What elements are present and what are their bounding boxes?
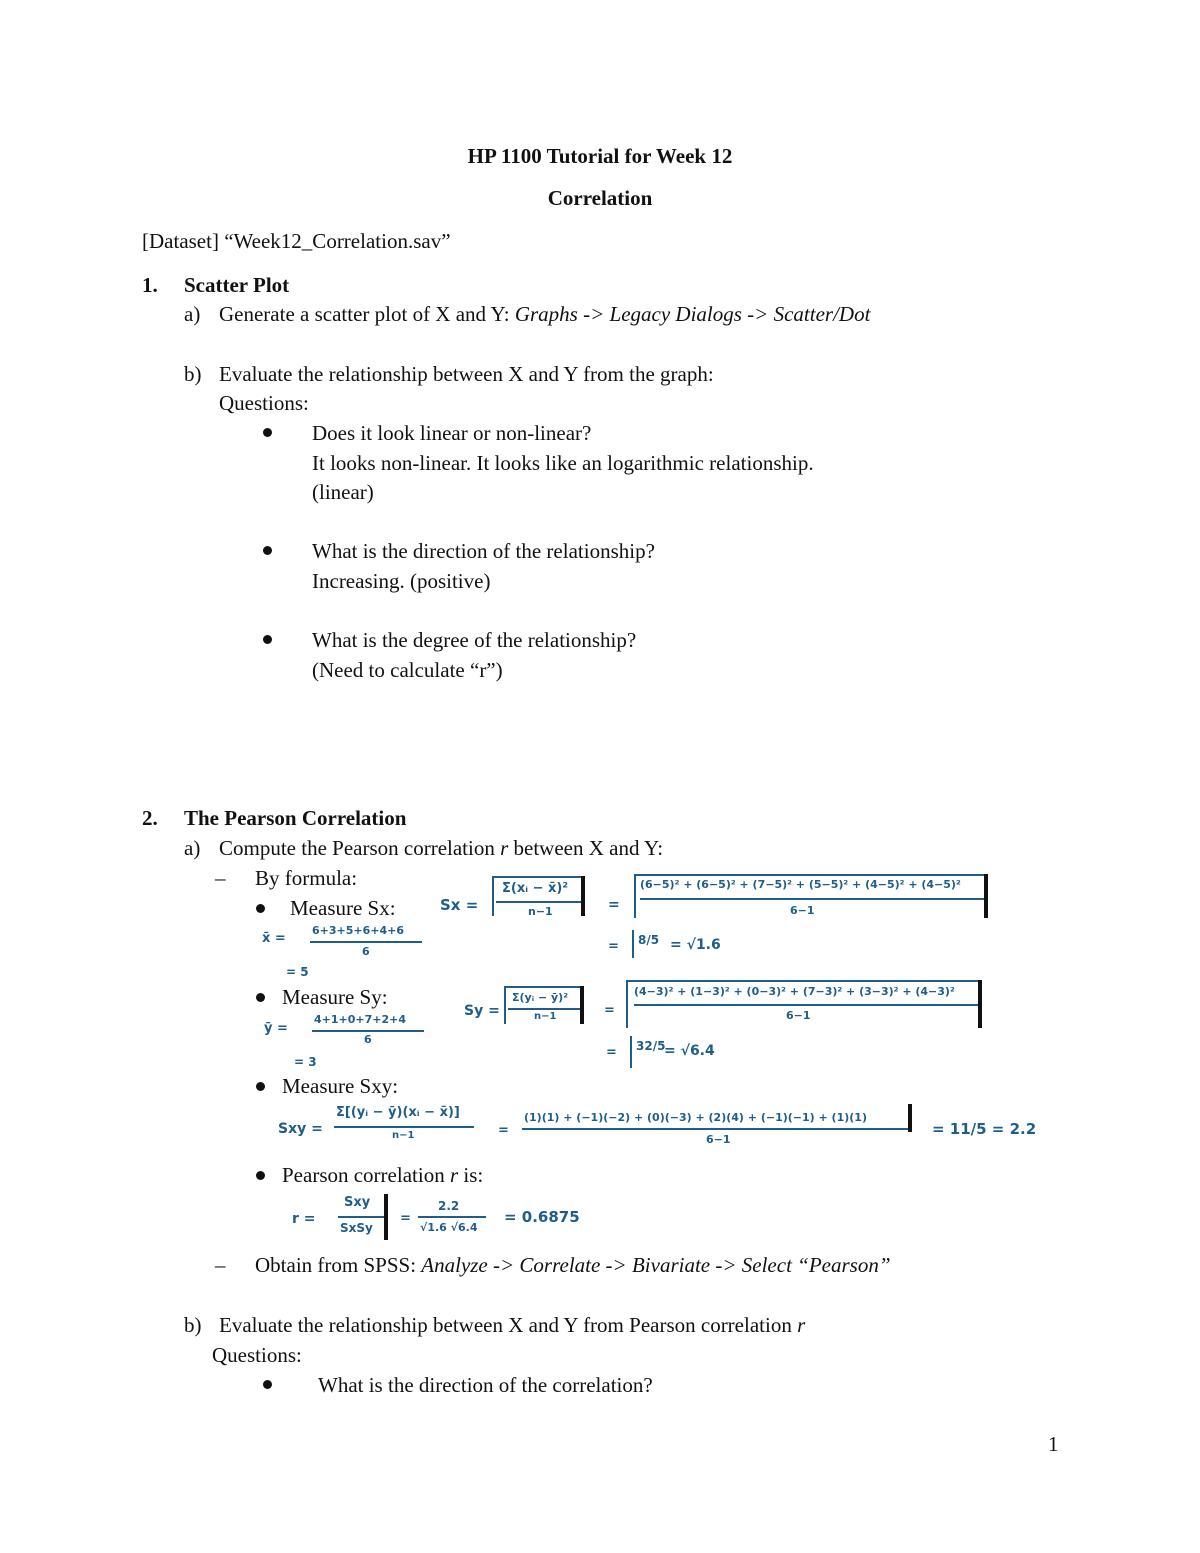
- section1-heading: Scatter Plot: [184, 273, 290, 297]
- hw-fraction-bar: [634, 1004, 980, 1006]
- hw-sqrt-line: [504, 986, 582, 988]
- hw-fraction-bar: [334, 1126, 474, 1128]
- section2-b-text: Evaluate the relationship between X and Y from Pearson correlation: [219, 1313, 792, 1337]
- bullet-icon: [256, 1082, 265, 1091]
- hw-r-result: = 0.6875: [504, 1208, 580, 1226]
- hw-sxy-lhs: Sxy =: [278, 1121, 323, 1137]
- hw-sx-num: Σ(xᵢ − x̄)²: [502, 881, 569, 896]
- bullet-icon: [256, 1171, 265, 1180]
- hw-ybar-num: 4+1+0+7+2+4: [314, 1013, 407, 1026]
- q2-answer: Increasing. (positive): [312, 569, 491, 593]
- hw-ybar-den: 6: [364, 1033, 372, 1046]
- hw-sxy-eq: =: [498, 1123, 509, 1138]
- hw-sx-frac: 8/5: [638, 933, 660, 947]
- hw-fraction-bar: [508, 1008, 582, 1010]
- q3-answer: (Need to calculate “r”): [312, 658, 503, 682]
- hw-sx-expand-num: (6−5)² + (6−5)² + (7−5)² + (5−5)² + (4−5)² + (4−5)²: [640, 878, 961, 891]
- hw-sqrt-line: [632, 930, 634, 958]
- pearson-line: [282, 1165, 483, 1186]
- hw-sx-expand-den: 6−1: [790, 904, 815, 917]
- hw-xbar-lhs: x̄ =: [262, 931, 286, 946]
- hw-sx-eq2: =: [608, 939, 619, 954]
- hw-bar: [580, 986, 584, 1024]
- document-subtitle: Correlation: [547, 186, 653, 210]
- hw-sx-lhs: Sx =: [440, 896, 479, 914]
- hw-sqrt-line: [634, 874, 986, 876]
- section1-b-text: Evaluate the relationship between X and Y from the graph:: [219, 362, 714, 386]
- hw-sy-result: = √6.4: [664, 1043, 715, 1059]
- bullet-icon: [263, 546, 272, 555]
- section1-b-marker: b): [184, 362, 202, 386]
- bullet-icon: [263, 635, 272, 644]
- hw-ybar-lhs: ȳ =: [264, 1021, 288, 1036]
- section2-heading: The Pearson Correlation: [184, 806, 407, 830]
- section2-a-text: Compute the Pearson correlation: [219, 836, 495, 860]
- q1-answer: It looks non-linear. It looks like an logarithmic relationship.: [312, 451, 814, 475]
- hw-r-num2: 2.2: [438, 1199, 460, 1213]
- hw-xbar-num: 6+3+5+6+4+6: [312, 924, 405, 937]
- hw-fraction-bar: [418, 1216, 486, 1218]
- hw-fraction-bar: [640, 898, 986, 900]
- section1-a-text: Generate a scatter plot of X and Y:: [219, 302, 510, 326]
- bullet-icon: [256, 904, 265, 913]
- hw-fraction-bar: [310, 941, 422, 943]
- section1-number: 1.: [142, 273, 158, 297]
- hw-sy-num: Σ(yᵢ − ȳ)²: [512, 991, 569, 1004]
- section2-a-line: [219, 838, 663, 859]
- hw-sqrt-line: [634, 874, 636, 918]
- section1-questions-label: Questions:: [219, 391, 309, 415]
- bullet-icon: [263, 428, 272, 437]
- hw-xbar-den: 6: [362, 945, 370, 958]
- hw-sy-expand-den: 6−1: [786, 1009, 811, 1022]
- hw-sxy-num: Σ[(yᵢ − ȳ)(xᵢ − x̄)]: [336, 1105, 460, 1120]
- q2-question: What is the direction of the relationship?: [312, 539, 655, 563]
- bullet-icon: [263, 1380, 272, 1389]
- hw-sx-result: = √1.6: [670, 937, 721, 953]
- pearson-label: Pearson correlation: [282, 1163, 445, 1187]
- spss-menu-path: Analyze -> Correlate -> Bivariate -> Select “Pearson”: [421, 1253, 891, 1277]
- section2-a-text-post: between X and Y:: [513, 836, 664, 860]
- dataset-line: [Dataset] “Week12_Correlation.sav”: [142, 229, 451, 253]
- section1-a-marker: a): [184, 302, 201, 326]
- spss-line: [255, 1255, 891, 1276]
- by-formula-label: By formula:: [255, 866, 358, 890]
- hw-sxy-den: n−1: [392, 1130, 415, 1141]
- hw-r-den: SxSy: [340, 1221, 373, 1235]
- section2-q1-question: What is the direction of the correlation?: [318, 1373, 653, 1397]
- hw-sqrt-line: [492, 876, 494, 916]
- hw-sx-den: n−1: [528, 905, 553, 918]
- hw-bar: [384, 1194, 388, 1240]
- hw-fraction-bar: [312, 1030, 424, 1032]
- dash-marker: –: [215, 866, 226, 890]
- hw-bar: [581, 876, 585, 916]
- hw-sqrt-line: [630, 1036, 632, 1068]
- q3-question: What is the degree of the relationship?: [312, 628, 637, 652]
- hw-sqrt-line: [504, 986, 506, 1024]
- pearson-is: is:: [463, 1163, 484, 1187]
- spss-label: Obtain from SPSS:: [255, 1253, 417, 1277]
- measure-sx-label: Measure Sx:: [290, 896, 396, 920]
- hw-sx-eq: =: [608, 897, 620, 913]
- q1-answer-note: (linear): [312, 480, 374, 504]
- hw-sy-den: n−1: [534, 1011, 557, 1022]
- section2-b-r: r: [797, 1313, 806, 1337]
- measure-sxy-label: Measure Sxy:: [282, 1074, 399, 1098]
- hw-sy-eq2: =: [606, 1045, 617, 1060]
- dash-marker: –: [215, 1253, 226, 1277]
- hw-sqrt-line: [626, 980, 628, 1028]
- hw-r-num: Sxy: [344, 1195, 371, 1210]
- hw-r-den2: √1.6 √6.4: [420, 1221, 478, 1234]
- hw-sxy-expand-den: 6−1: [706, 1133, 731, 1146]
- q1-question: Does it look linear or non-linear?: [312, 421, 592, 445]
- hw-r-eq: =: [400, 1211, 411, 1226]
- section2-number: 2.: [142, 806, 158, 830]
- hw-fraction-bar: [496, 901, 582, 903]
- hw-fraction-bar: [338, 1216, 386, 1218]
- hw-sy-eq: =: [604, 1003, 615, 1018]
- section1-a-menu-path: Graphs -> Legacy Dialogs -> Scatter/Dot: [514, 302, 871, 326]
- hw-bar: [908, 1104, 912, 1132]
- hw-fraction-bar: [522, 1128, 912, 1130]
- section2-b-line: [219, 1315, 805, 1336]
- hw-sxy-result: = 11/5 = 2.2: [932, 1120, 1037, 1138]
- measure-sy-label: Measure Sy:: [282, 985, 388, 1009]
- hw-bar: [978, 980, 982, 1028]
- hw-bar: [984, 874, 988, 918]
- hw-xbar-result: = 5: [286, 965, 309, 979]
- hw-ybar-result: = 3: [294, 1055, 317, 1069]
- section2-questions-label: Questions:: [212, 1343, 302, 1367]
- document-title: HP 1100 Tutorial for Week 12: [467, 144, 733, 168]
- section2-a-r: r: [500, 836, 509, 860]
- hw-sy-lhs: Sy =: [464, 1003, 500, 1019]
- hw-sy-expand-num: (4−3)² + (1−3)² + (0−3)² + (7−3)² + (3−3)² + (4−3)²: [634, 985, 955, 998]
- section2-b-marker: b): [184, 1313, 202, 1337]
- section1-a-line: [219, 304, 870, 325]
- hw-sqrt-line: [492, 876, 582, 878]
- bullet-icon: [256, 993, 265, 1002]
- page-number: 1: [1048, 1432, 1059, 1456]
- hw-sqrt-line: [626, 980, 982, 982]
- hw-r-lhs: r =: [292, 1211, 316, 1227]
- hw-sxy-expand-num: (1)(1) + (−1)(−2) + (0)(−3) + (2)(4) + (−1)(−1) + (1)(1): [524, 1111, 867, 1124]
- pearson-r: r: [449, 1163, 459, 1187]
- hw-sy-frac: 32/5: [636, 1039, 666, 1053]
- section2-a-marker: a): [184, 836, 201, 860]
